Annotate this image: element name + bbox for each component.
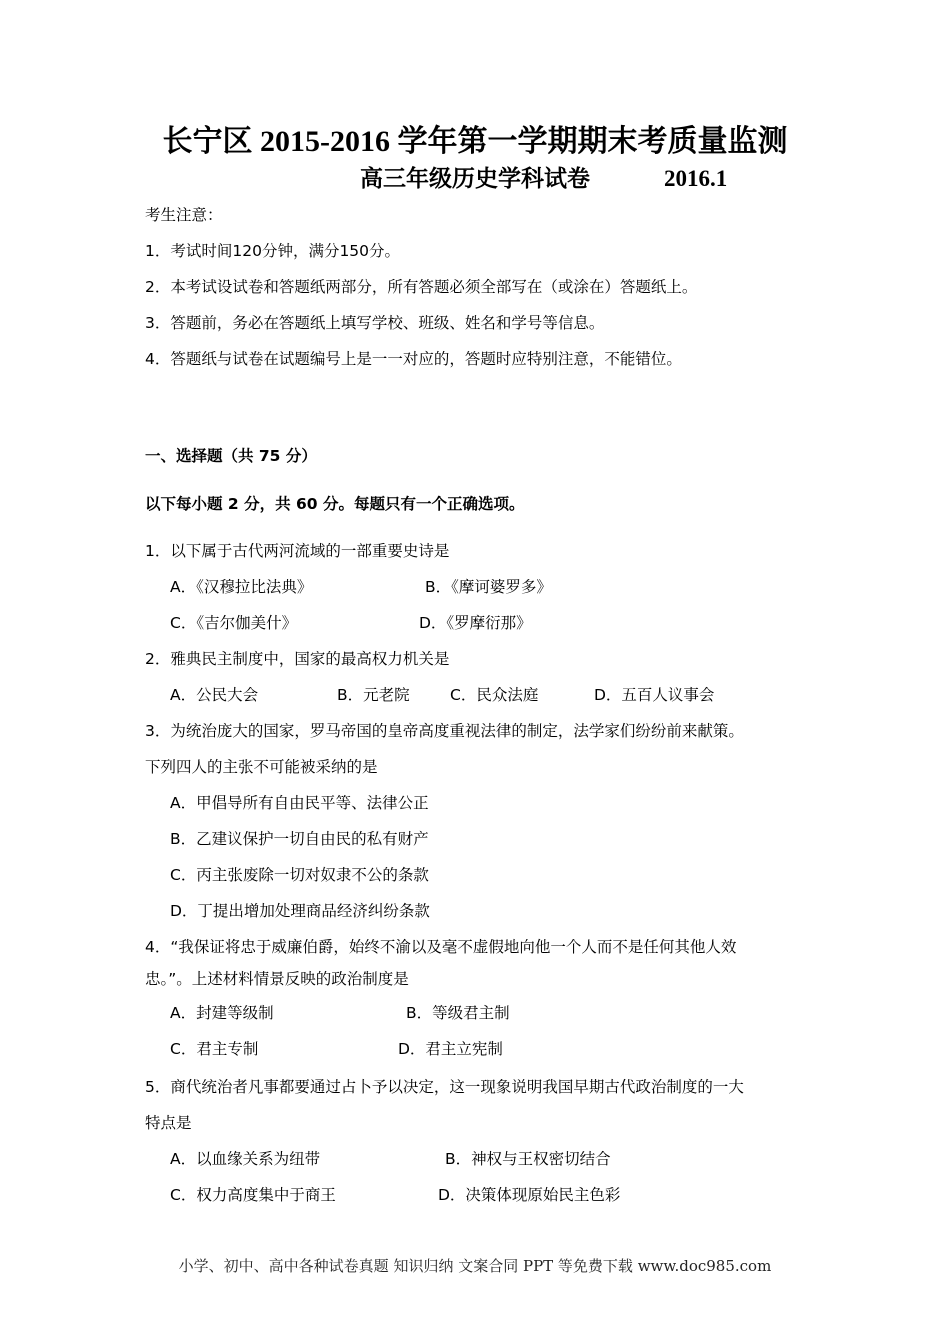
option-a: A．《汉穆拉比法典》 xyxy=(170,578,313,596)
question-stem-cont: 下列四人的主张不可能被采纳的是 xyxy=(145,758,378,776)
option-c: C．民众法庭 xyxy=(450,686,539,704)
option-b: B．等级君主制 xyxy=(406,1004,510,1022)
section-title: 一、选择题（共 75 分） xyxy=(145,447,317,465)
exam-subtitle xyxy=(360,160,727,193)
option-a: A．甲倡导所有自由民平等、法律公正 xyxy=(170,794,429,812)
question-stem: 2．雅典民主制度中，国家的最高权力机关是 xyxy=(145,650,450,668)
question-stem: 3．为统治庞大的国家，罗马帝国的皇帝高度重视法律的制定，法学家们纷纷前来献策。 xyxy=(145,722,744,740)
notice-heading: 考生注意： xyxy=(145,206,223,224)
option-b: B．乙建议保护一切自由民的私有财产 xyxy=(170,830,429,848)
page-footer: 小学、初中、高中各种试卷真题 知识归纳 文案合同 PPT 等免费下载 www.doc985.com xyxy=(178,1257,772,1275)
question-stem-cont: 特点是 xyxy=(145,1114,192,1132)
option-d: D．丁提出增加处理商品经济纠纷条款 xyxy=(170,902,430,920)
subtitle-text: 高三年级历史学科试卷 xyxy=(360,166,590,191)
option-a: A．封建等级制 xyxy=(170,1004,274,1022)
option-c: C．丙主张废除一切对奴隶不公的条款 xyxy=(170,866,429,884)
exam-title: 长宁区 2015-2016 学年第一学期期末考质量监测 xyxy=(162,125,788,158)
option-d: D．五百人议事会 xyxy=(594,686,715,704)
question-stem: 5．商代统治者凡事都要通过占卜予以决定，这一现象说明我国早期古代政治制度的一大 xyxy=(145,1078,744,1096)
notice-item: 3．答题前，务必在答题纸上填写学校、班级、姓名和学号等信息。 xyxy=(145,314,605,332)
option-d: D．决策体现原始民主色彩 xyxy=(438,1186,621,1204)
option-a: A．以血缘关系为纽带 xyxy=(170,1150,321,1168)
option-b: B．神权与王权密切结合 xyxy=(445,1150,611,1168)
question-stem-cont: 忠。”。上述材料情景反映的政治制度是 xyxy=(145,970,409,988)
section-instruction: 以下每小题 2 分，共 60 分。每题只有一个正确选项。 xyxy=(145,495,525,513)
exam-date: 2016.1 xyxy=(664,166,728,191)
option-c: C．君主专制 xyxy=(170,1040,259,1058)
option-d: D．君主立宪制 xyxy=(398,1040,503,1058)
option-b: B．《摩诃婆罗多》 xyxy=(425,578,552,596)
option-c: C．权力高度集中于商王 xyxy=(170,1186,336,1204)
option-c: C．《吉尔伽美什》 xyxy=(170,614,298,632)
question-stem: 4．“我保证将忠于威廉伯爵，始终不渝以及毫不虚假地向他一个人而不是任何其他人效 xyxy=(145,938,737,956)
notice-item: 4．答题纸与试卷在试题编号上是一一对应的，答题时应特别注意，不能错位。 xyxy=(145,350,682,368)
option-d: D．《罗摩衍那》 xyxy=(419,614,532,632)
notice-item: 1．考试时间120分钟，满分150分。 xyxy=(145,242,401,260)
question-stem: 1．以下属于古代两河流域的一部重要史诗是 xyxy=(145,542,450,560)
option-b: B．元老院 xyxy=(337,686,410,704)
option-a: A．公民大会 xyxy=(170,686,259,704)
notice-item: 2．本考试设试卷和答题纸两部分，所有答题必须全部写在（或涂在）答题纸上。 xyxy=(145,278,698,296)
